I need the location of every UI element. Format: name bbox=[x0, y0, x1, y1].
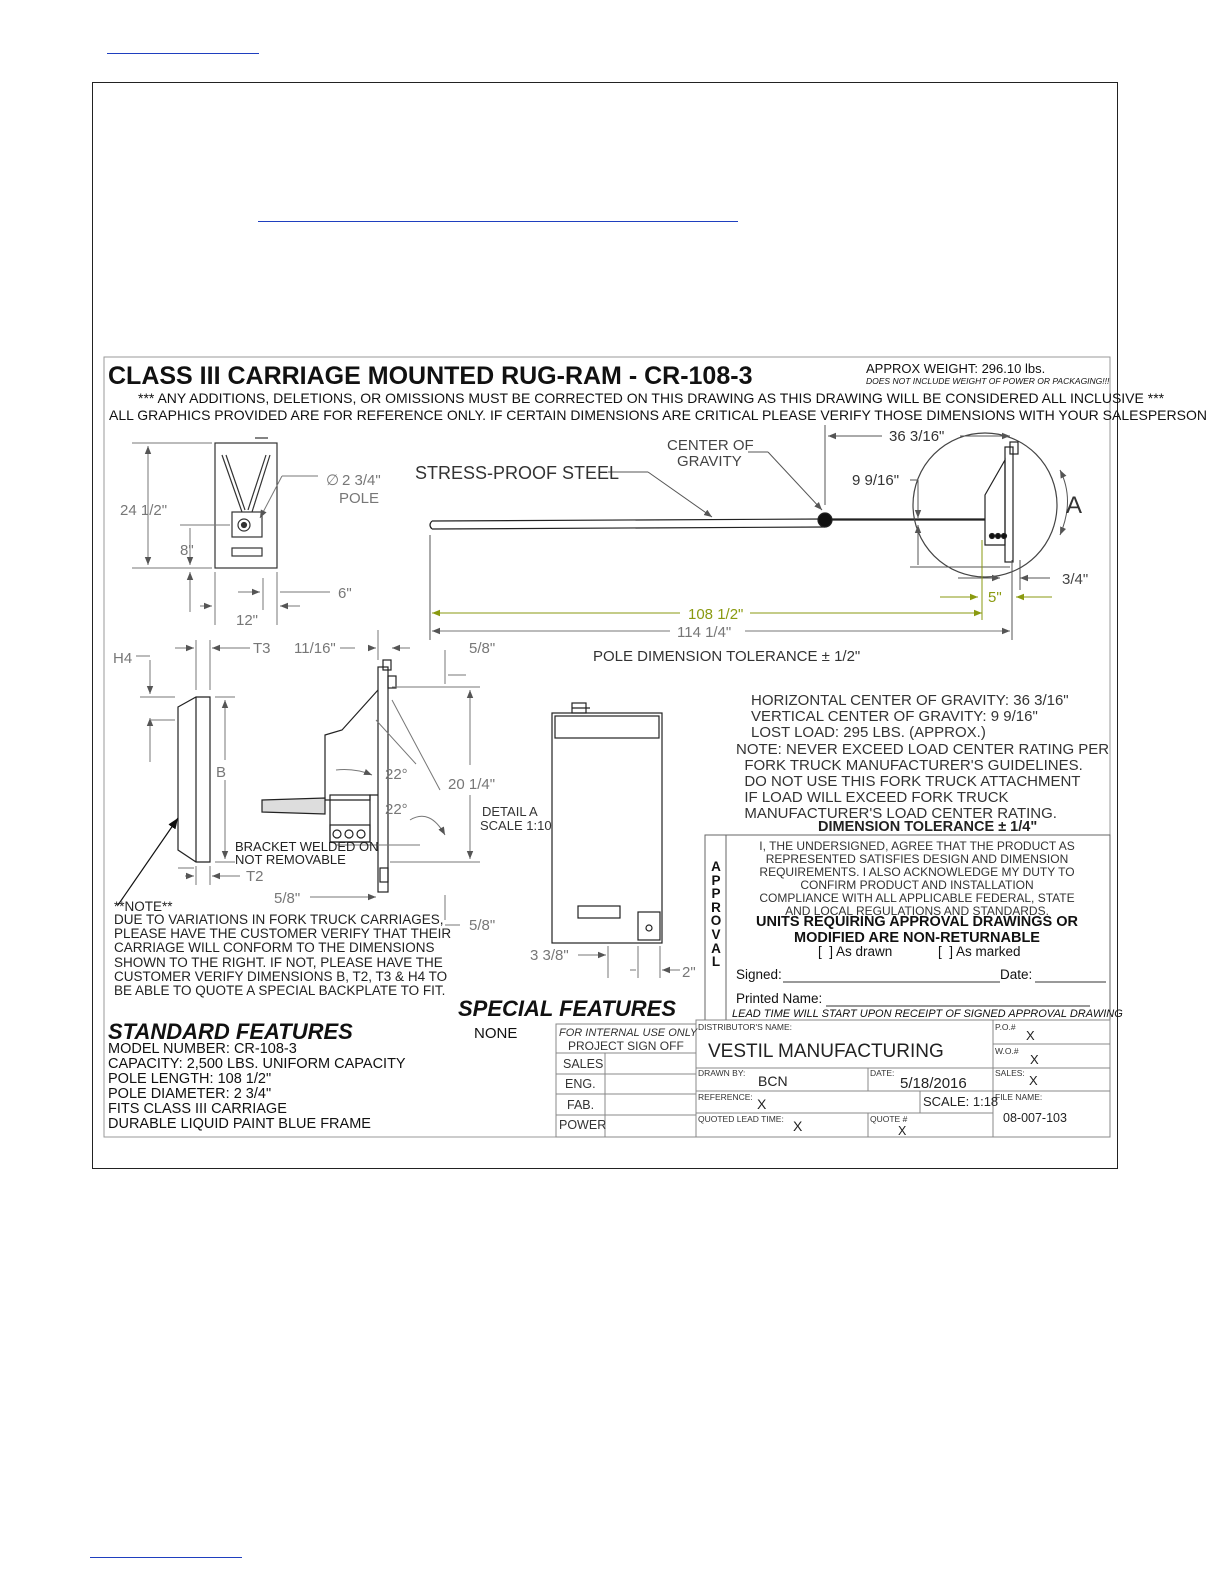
signed-label: Signed: bbox=[736, 967, 782, 982]
feature-pole-diameter: POLE DIAMETER: 2 3/4" bbox=[108, 1086, 272, 1102]
backplate-dims bbox=[136, 640, 250, 885]
detail-a-scale: SCALE 1:10 bbox=[480, 818, 552, 833]
distributor-label: DISTRIBUTOR'S NAME: bbox=[698, 1022, 793, 1032]
backplate-view bbox=[178, 697, 210, 862]
feature-model: MODEL NUMBER: CR-108-3 bbox=[108, 1041, 297, 1057]
wo-label: W.O.# bbox=[995, 1046, 1019, 1056]
dia-symbol: ∅ bbox=[326, 472, 340, 489]
rear-view-dims bbox=[578, 946, 680, 978]
reference-label: REFERENCE: bbox=[698, 1092, 753, 1102]
lost-load: LOST LOAD: 295 LBS. (APPROX.) bbox=[751, 724, 986, 741]
dim-9-9-16: 9 9/16" bbox=[852, 472, 900, 489]
date-field-label: DATE: bbox=[870, 1068, 895, 1078]
lead-time-label: QUOTED LEAD TIME: bbox=[698, 1114, 784, 1124]
standard-features-heading: STANDARD FEATURES bbox=[108, 1019, 353, 1044]
feature-paint: DURABLE LIQUID PAINT BLUE FRAME bbox=[108, 1116, 371, 1132]
note-reference: ALL GRAPHICS PROVIDED ARE FOR REFERENCE ONLY. IF CERTAIN DIMENSIONS ARE CRITICAL PLEASE VERIFY THOSE DIMENSIONS WITH YOUR SALESPERSON bbox=[109, 407, 1207, 423]
pole-tolerance: POLE DIMENSION TOLERANCE ± 1/2" bbox=[593, 648, 861, 665]
weight-note: DOES NOT INCLUDE WEIGHT OF POWER OR PACKAGING!!! bbox=[866, 376, 1110, 386]
dim-8: 8" bbox=[180, 542, 194, 559]
sales-value: X bbox=[1029, 1073, 1038, 1088]
sales-label: SALES: bbox=[995, 1068, 1025, 1078]
cg-horizontal: HORIZONTAL CENTER OF GRAVITY: 36 3/16" bbox=[751, 692, 1069, 709]
quote-label: QUOTE # bbox=[870, 1114, 908, 1124]
dimension-tolerance: DIMENSION TOLERANCE ± 1/4" bbox=[818, 819, 1038, 835]
dim-3-4: 3/4" bbox=[1062, 571, 1089, 588]
stress-proof-label: STRESS-PROOF STEEL bbox=[415, 463, 620, 483]
dim-11-16: 11/16" bbox=[294, 640, 336, 657]
signoff-sales: SALES bbox=[563, 1057, 604, 1071]
internal-use-label: FOR INTERNAL USE ONLY bbox=[559, 1027, 698, 1039]
note-text: DUE TO VARIATIONS IN FORK TRUCK CARRIAGES, PLEASE HAVE THE CUSTOMER VERIFY THAT THEIR CARRIAGE WILL CONFORM TO THE DIMENSIONS SHOWN TO THE RIGHT. IF NOT, PLEASE HAVE THE CUSTOMER VERIFY DIMENSIONS B, T2, T3 & H4 TO BE ABLE TO QUOTE A SPECIAL BACKPLATE TO FIT. bbox=[114, 912, 452, 999]
dim-5-8-mid: 5/8" bbox=[274, 890, 301, 907]
cog-label-2: GRAVITY bbox=[677, 453, 742, 470]
project-signoff-label: PROJECT SIGN OFF bbox=[568, 1039, 684, 1053]
drawn-by-label: DRAWN BY: bbox=[698, 1068, 746, 1078]
angle-22-bottom: 22° bbox=[385, 801, 408, 818]
detail-a-label: DETAIL A bbox=[482, 804, 538, 819]
po-label: P.O.# bbox=[995, 1022, 1016, 1032]
dim-5-8-bottom: 5/8" bbox=[469, 917, 496, 934]
dim-b: B bbox=[216, 764, 227, 781]
special-features-value: NONE bbox=[474, 1025, 518, 1042]
non-returnable-warning: UNITS REQUIRING APPROVAL DRAWINGS OR MODIFIED ARE NON-RETURNABLE bbox=[756, 914, 1078, 946]
dim-2: 2" bbox=[682, 964, 696, 981]
scale-value: SCALE: 1:18 bbox=[923, 1094, 999, 1109]
as-marked-checkbox[interactable]: [ ] As marked bbox=[938, 944, 1021, 959]
dim-5: 5" bbox=[988, 589, 1002, 606]
wo-value: X bbox=[1030, 1052, 1039, 1067]
dim-114-1-4: 114 1/4" bbox=[677, 624, 732, 641]
pole-dia-label: 2 3/4" bbox=[342, 472, 381, 489]
detail-a-callout: A bbox=[1066, 492, 1083, 519]
bracket-note-2: NOT REMOVABLE bbox=[235, 852, 346, 867]
distributor-name: VESTIL MANUFACTURING bbox=[708, 1041, 944, 1062]
cog-label-1: CENTER OF bbox=[667, 437, 754, 454]
lead-time-value: X bbox=[793, 1118, 803, 1134]
note-arrow bbox=[118, 818, 178, 905]
feature-capacity: CAPACITY: 2,500 LBS. UNIFORM CAPACITY bbox=[108, 1056, 406, 1072]
dim-108-1-2: 108 1/2" bbox=[688, 606, 744, 623]
dim-h4: H4 bbox=[113, 650, 133, 667]
approx-weight: APPROX WEIGHT: 296.10 lbs. bbox=[866, 361, 1046, 376]
approval-statement: I, THE UNDERSIGNED, AGREE THAT THE PRODUCT AS REPRESENTED SATISFIES DESIGN AND DIMENSION REQUIREMENTS. I ALSO ACKNOWLEDGE MY DUTY TO CONFIRM PRODUCT AND INSTALLATION COMPLIANCE WITH ALL APPLICABLE FEDERAL, STATE AND LOCAL REGULATIONS AND STANDARDS. bbox=[759, 839, 1075, 918]
note-heading: **NOTE** bbox=[114, 899, 173, 914]
dim-t2: T2 bbox=[246, 868, 264, 885]
dim-3-3-8: 3 3/8" bbox=[530, 947, 569, 964]
file-name-value: 08-007-103 bbox=[1003, 1111, 1067, 1125]
side-view-dims bbox=[430, 425, 1068, 640]
dim-5-8-top: 5/8" bbox=[469, 640, 496, 657]
po-value: X bbox=[1026, 1028, 1035, 1043]
rear-view bbox=[552, 703, 662, 943]
drawn-by-value: BCN bbox=[758, 1073, 788, 1089]
dim-36-3-16: 36 3/16" bbox=[889, 428, 945, 445]
cg-vertical: VERTICAL CENTER OF GRAVITY: 9 9/16" bbox=[751, 708, 1038, 725]
file-name-label: FILE NAME: bbox=[995, 1092, 1043, 1102]
reference-value: X bbox=[757, 1096, 767, 1112]
side-view-pole bbox=[430, 433, 1057, 577]
feature-class: FITS CLASS III CARRIAGE bbox=[108, 1101, 287, 1117]
load-center-note: NOTE: NEVER EXCEED LOAD CENTER RATING PER FORK TRUCK MANUFACTURER'S GUIDELINES. DO NOT USE THIS FORK TRUCK ATTACHMENT IF LOAD WILL EXCEED FORK TRUCK MANUFACTURER'S LOAD CENTER RATING. bbox=[736, 741, 1110, 822]
drawing-title: CLASS III CARRIAGE MOUNTED RUG-RAM - CR-108-3 bbox=[108, 362, 753, 390]
special-features-heading: SPECIAL FEATURES bbox=[458, 996, 676, 1021]
note-inclusive: *** ANY ADDITIONS, DELETIONS, OR OMISSIONS MUST BE CORRECTED ON THIS DRAWING AS THIS DRAWING WILL BE CONSIDERED ALL INCLUSIVE *** bbox=[138, 390, 1165, 406]
signoff-fab: FAB. bbox=[567, 1098, 595, 1112]
dim-6: 6" bbox=[338, 585, 352, 602]
dim-24-1-2: 24 1/2" bbox=[120, 502, 168, 519]
lead-time-note: LEAD TIME WILL START UPON RECEIPT OF SIGNED APPROVAL DRAWING bbox=[732, 1008, 1123, 1020]
as-drawn-checkbox[interactable]: [ ] As drawn bbox=[818, 944, 893, 959]
printed-name-label: Printed Name: bbox=[736, 991, 823, 1006]
angle-22-top: 22° bbox=[385, 766, 408, 783]
date-value: 5/18/2016 bbox=[900, 1075, 967, 1092]
date-label: Date: bbox=[1000, 967, 1033, 982]
quote-value: X bbox=[898, 1124, 907, 1138]
dim-20-1-4: 20 1/4" bbox=[448, 776, 496, 793]
feature-pole-length: POLE LENGTH: 108 1/2" bbox=[108, 1071, 272, 1087]
signoff-power: POWER bbox=[559, 1118, 607, 1132]
pole-label: POLE bbox=[339, 490, 380, 507]
signoff-eng: ENG. bbox=[565, 1077, 596, 1091]
dim-t3: T3 bbox=[253, 640, 271, 657]
approval-vertical-label: A P P R O V A L bbox=[710, 859, 722, 970]
dim-12: 12" bbox=[236, 612, 259, 629]
bracket-note-1: BRACKET WELDED ON bbox=[235, 839, 379, 854]
